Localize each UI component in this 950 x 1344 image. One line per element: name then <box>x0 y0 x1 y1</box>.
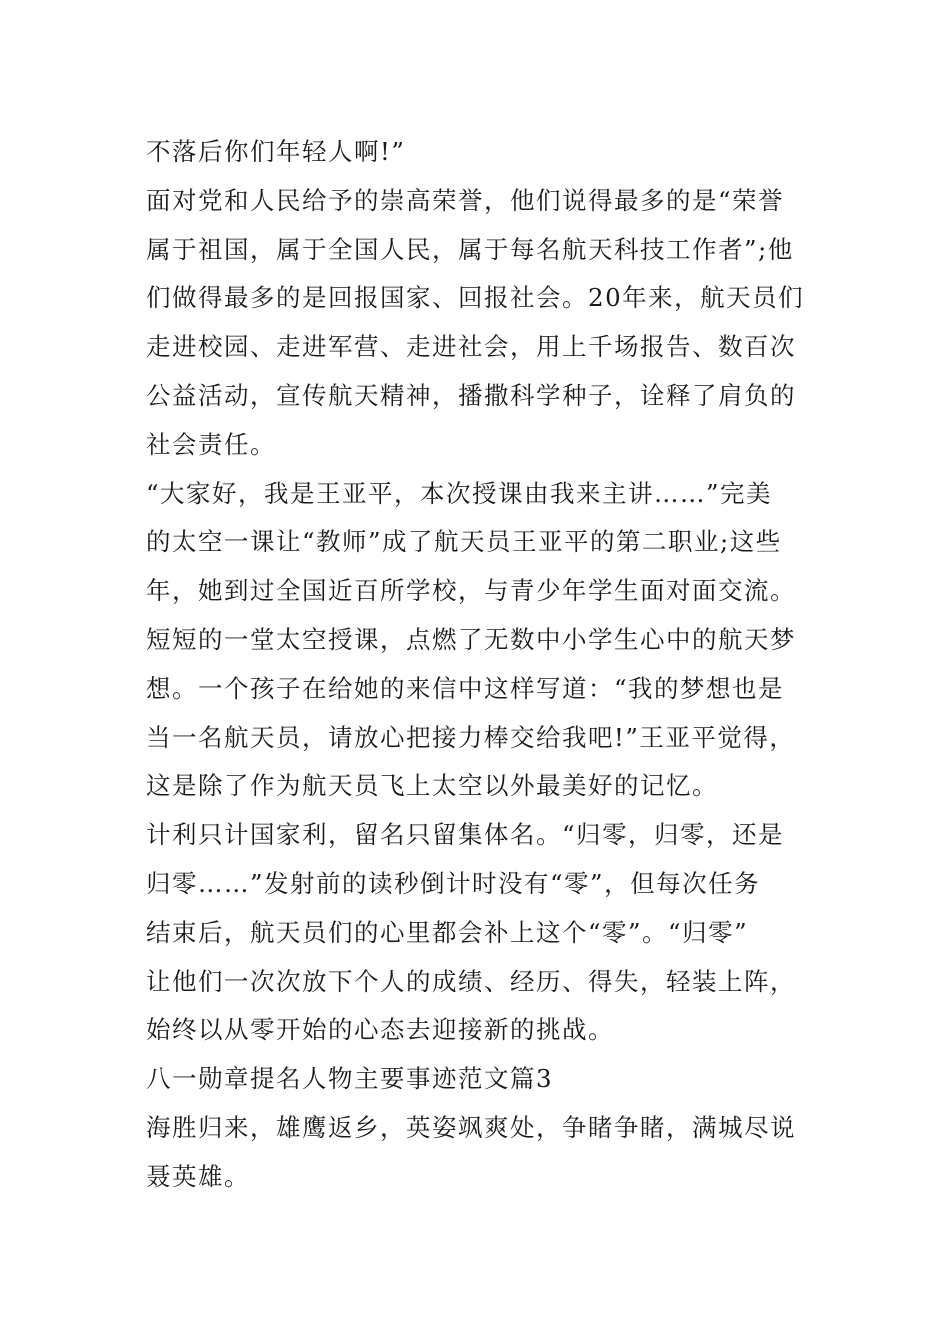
text-line: 结束后，航天员们的心里都会补上这个“零”。“归零” <box>146 917 749 947</box>
document-body <box>146 128 808 1202</box>
text-line: 年，她到过全国近百所学校，与青少年学生面对面交流。 <box>146 576 796 606</box>
text-line: “大家好，我是王亚平，本次授课由我来主讲……”完美 <box>146 478 773 508</box>
text-line: 们做得最多的是回报国家、回报社会。20年来，航天员们 <box>146 283 805 313</box>
text-line: 聂英雄。 <box>146 1161 250 1191</box>
text-line: 始终以从零开始的心态去迎接新的挑战。 <box>146 1015 614 1045</box>
text-line: 短短的一堂太空授课，点燃了无数中小学生心中的航天梦 <box>146 624 796 654</box>
text-line: 这是除了作为航天员飞上太空以外最美好的记忆。 <box>146 771 718 801</box>
text-line: 不落后你们年轻人啊!” <box>146 137 406 166</box>
text-line: 的太空一课让“教师”成了航天员王亚平的第二职业;这些 <box>146 527 782 557</box>
text-line: 海胜归来，雄鹰返乡，英姿飒爽处，争睹争睹，满城尽说 <box>146 1112 796 1142</box>
paragraph-5 <box>146 1104 808 1202</box>
text-line: 面对党和人民给予的崇高荣誉，他们说得最多的是“荣誉 <box>146 185 785 215</box>
section-heading: 八一勋章提名人物主要事迹范文篇3 <box>146 1064 554 1094</box>
text-line: 社会责任。 <box>146 429 276 459</box>
paragraph-4 <box>146 811 808 1055</box>
text-line: 当一名航天员，请放心把接力棒交给我吧!”王亚平觉得， <box>146 722 796 752</box>
text-line: 归零……”发射前的读秒倒计时没有“零”，但每次任务 <box>146 868 761 898</box>
paragraph-1 <box>146 128 808 177</box>
paragraph-2 <box>146 177 808 470</box>
text-line: 计利只计国家利，留名只留集体名。“归零，归零，还是 <box>146 820 785 850</box>
text-line: 走进校园、走进军营、走进社会，用上千场报告、数百次 <box>146 332 796 362</box>
text-line: 想。一个孩子在给她的来信中这样写道：“我的梦想也是 <box>146 673 785 703</box>
text-line: 让他们一次次放下个人的成绩、经历、得失，轻装上阵， <box>146 966 796 996</box>
text-line: 公益活动，宣传航天精神，播撒科学种子，诠释了肩负的 <box>146 380 796 410</box>
text-line: 属于祖国，属于全国人民，属于每名航天科技工作者”;他 <box>146 234 794 264</box>
paragraph-3 <box>146 470 808 812</box>
